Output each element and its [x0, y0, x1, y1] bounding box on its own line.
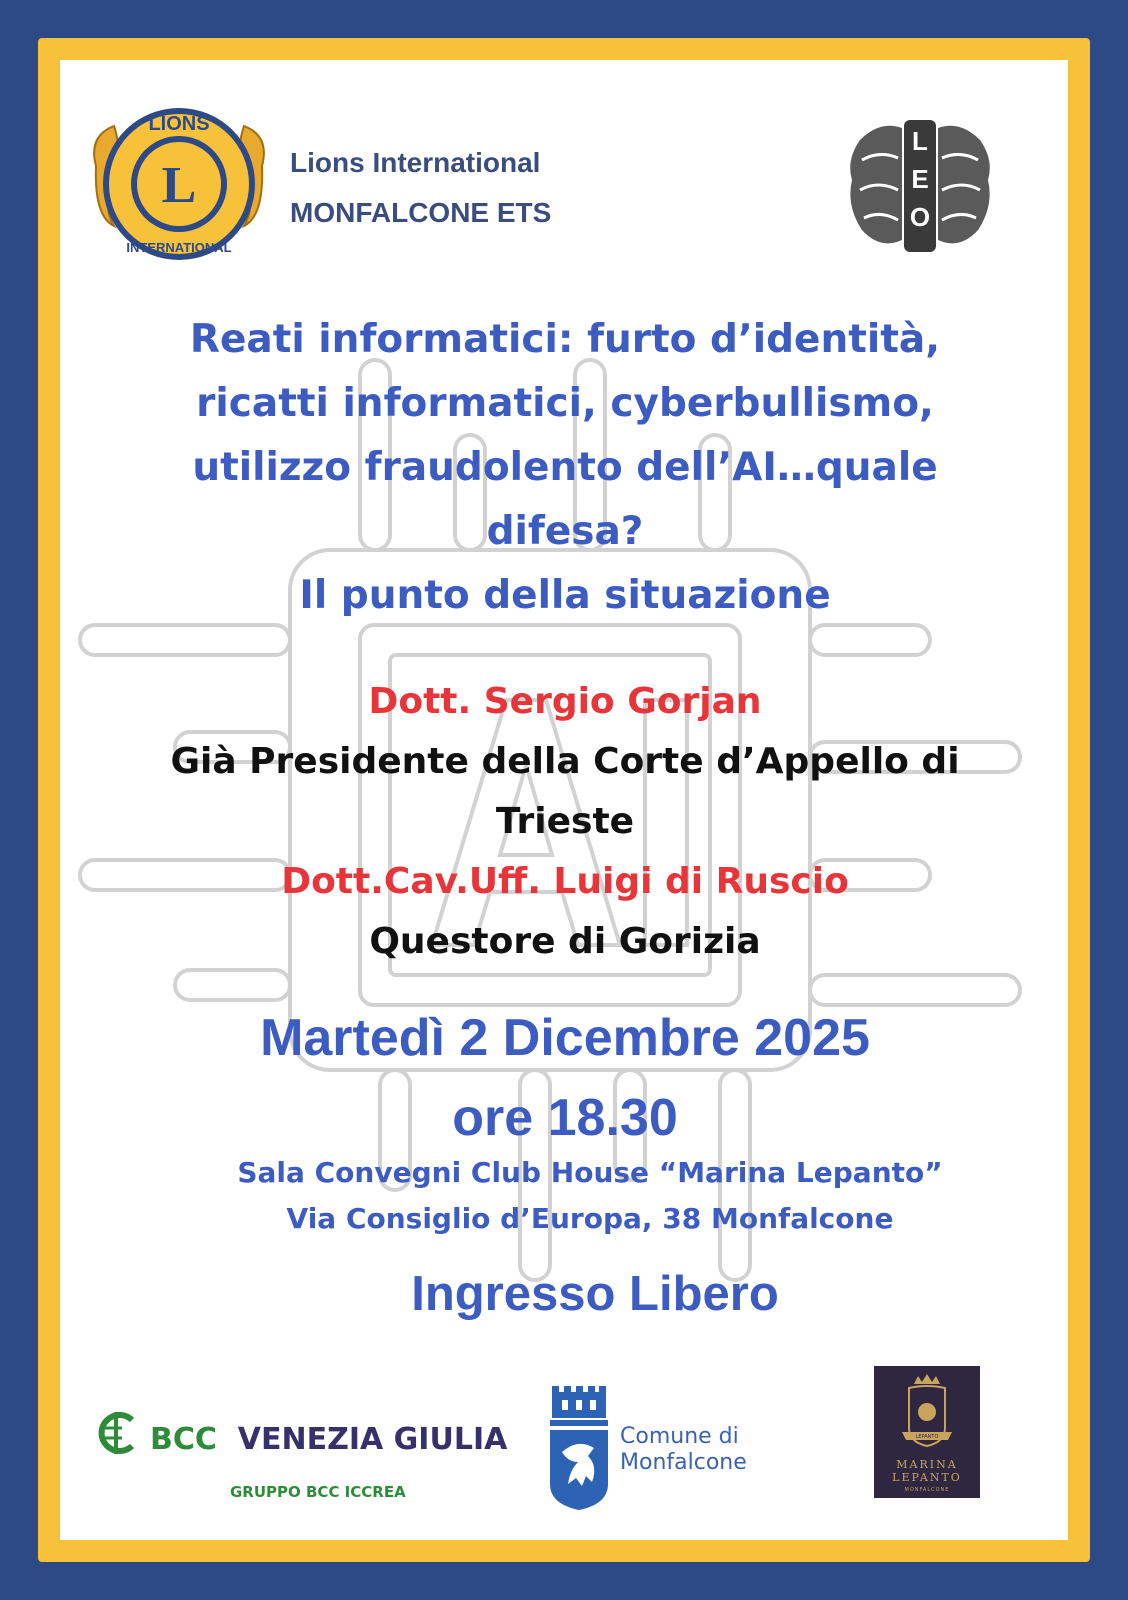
svg-text:E: E	[911, 164, 929, 194]
event-date: Martedì 2 Dicembre 2025	[260, 1009, 870, 1067]
svg-text:INTERNATIONAL: INTERNATIONAL	[126, 240, 232, 255]
venue-line-1: Sala Convegni Club House “Marina Lepanto”	[237, 1156, 943, 1189]
event-title	[100, 308, 1030, 628]
leo-club-logo	[840, 110, 1000, 260]
lions-international-logo	[84, 96, 274, 276]
bcc-logo-text	[150, 1422, 507, 1457]
speaker-2-role: Questore di Gorizia	[369, 921, 761, 962]
speaker-2-name: Dott.Cav.Uff. Luigi di Ruscio	[281, 861, 849, 902]
svg-text:LIONS: LIONS	[148, 113, 210, 135]
title-line: difesa?	[486, 509, 644, 554]
entry-note: Ingresso Libero	[411, 1267, 779, 1321]
org-line-1: Lions International	[290, 147, 541, 178]
svg-text:MARINA: MARINA	[896, 1458, 958, 1471]
bcc-prefix: BCC	[150, 1422, 217, 1457]
speakers-section	[100, 672, 1030, 972]
organization-name	[290, 138, 551, 238]
speaker-1-name: Dott. Sergio Gorjan	[368, 681, 762, 722]
svg-text:L: L	[912, 126, 928, 156]
svg-text:MONFALCONE: MONFALCONE	[904, 1487, 950, 1493]
svg-text:O: O	[909, 202, 931, 232]
title-line: utilizzo fraudolento dell’AI…quale	[192, 445, 938, 490]
speaker-1-role: Trieste	[495, 801, 635, 842]
comune-monfalcone-label	[620, 1424, 747, 1476]
svg-text:LEPANTO: LEPANTO	[915, 1434, 939, 1440]
bcc-name: VENEZIA GIULIA	[237, 1422, 508, 1457]
venue-line-2: Via Consiglio d’Europa, 38 Monfalcone	[286, 1202, 894, 1235]
event-venue	[160, 1150, 1020, 1242]
comune-line-2: Monfalcone	[620, 1450, 747, 1475]
poster-panel	[60, 60, 1068, 1540]
org-line-2: MONFALCONE ETS	[290, 197, 552, 228]
title-line: ricatti informatici, cyberbullismo,	[196, 381, 934, 426]
marina-lepanto-logo	[874, 1366, 980, 1498]
bcc-logo-icon	[92, 1408, 142, 1458]
svg-text:LEPANTO: LEPANTO	[892, 1471, 962, 1484]
svg-text:L: L	[161, 157, 197, 214]
title-line: Reati informatici: furto d’identità,	[189, 317, 941, 362]
title-line: Il punto della situazione	[299, 573, 831, 618]
comune-line-1: Comune di	[620, 1424, 739, 1449]
speaker-1-role: Già Presidente della Corte d’Appello di	[170, 741, 960, 782]
monfalcone-coat-of-arms	[548, 1386, 610, 1512]
event-time: ore 18.30	[452, 1089, 678, 1147]
bcc-group-label: GRUPPO BCC ICCREA	[230, 1483, 406, 1501]
